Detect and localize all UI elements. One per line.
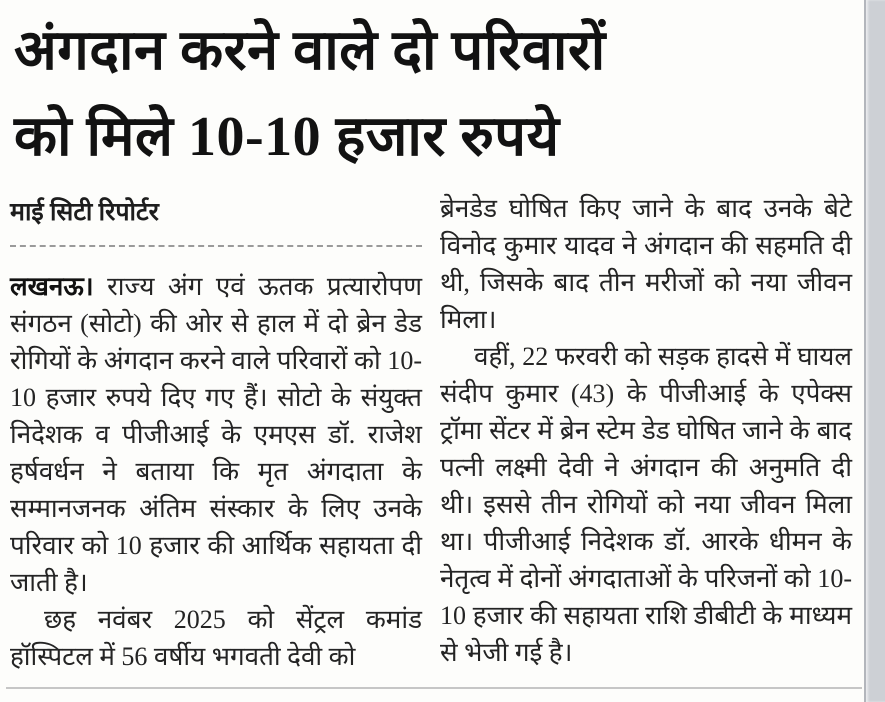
dateline: लखनऊ। [10,272,94,301]
paragraph-lead [10,268,422,601]
column-right [440,190,852,675]
paragraph-lead-text: राज्य अंग एवं ऊतक प्रत्यारोपण संगठन (सोटो) की ओर से हाल में दो ब्रेन डेड रोगियों के अंगदान करने वाले परिवारों को 10-10 हजार रुपये दिए गए हैं। सोटो के संयुक्त निदेशक व पीजीआई के एमएस डॉ. राजेश हर्षवर्धन ने बताया कि मृत अंगदाता के सम्मानजनक अंतिम संस्कार के लिए उनके परिवार को 10 हजार की आर्थिक सहायता दी जाती है। [10,272,422,597]
paragraph-two-continued: ब्रेनडेड घोषित किए जाने के बाद उनके बेटे विनोद कुमार यादव ने अंगदान की सहमति दी थी, जिसके बाद तीन मरीजों को नया जीवन मिला। [440,194,852,334]
paragraph-two: छह नवंबर 2025 को सेंट्रल कमांड हॉस्पिटल में 56 वर्षीय भगवती देवी को [10,605,422,671]
headline [14,8,852,180]
headline-line-1: अंगदान करने वाले दो परिवारों [14,20,606,82]
column-left [10,190,422,675]
byline-rule [10,245,422,247]
byline: माई सिटी रिपोर्टर [10,199,159,226]
paragraph-three: वहीं, 22 फरवरी को सड़क हादसे में घायल संदीप कुमार (43) के पीजीआई के एपेक्स ट्रॉमा सेंटर में ब्रेन स्टेम डेड घोषित जाने के बाद पत्नी लक्ष्मी देवी ने अंगदान की अनुमति दी थी। इससे तीन रोगियों को नया जीवन मिला था। पीजीआई निदेशक डॉ. आरके धीमन के नेतृत्व में दोनों अंगदाताओं के परिजनों को 10-10 हजार की सहायता राशि डीबीटी के माध्यम से भेजी गई है। [440,342,852,667]
article-columns [10,190,852,675]
bottom-rule [6,687,862,689]
page-edge-strip [864,0,885,702]
headline-line-2: को मिले 10-10 हजार रुपये [14,106,560,168]
